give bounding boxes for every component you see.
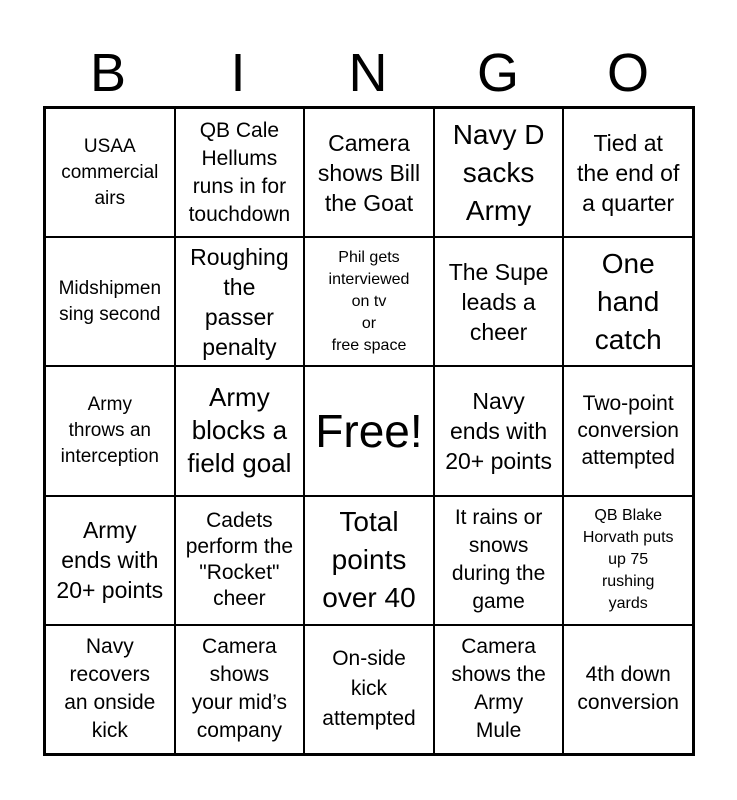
free-space[interactable] (303, 365, 435, 496)
bingo-cell[interactable] (433, 365, 565, 496)
cell-text: It rains or snows during the game (451, 506, 546, 614)
header-letter-b: B (89, 43, 127, 103)
bingo-cell[interactable] (174, 107, 306, 238)
cell-text: Cadets perform the "Rocket" cheer (185, 509, 294, 611)
cell-text: One hand catch (594, 247, 662, 355)
bingo-cell[interactable] (174, 365, 306, 496)
cell-text: QB Blake Horvath puts up 75 rushing yards (582, 507, 674, 613)
cell-text: Tied at the end of a quarter (577, 129, 680, 216)
bingo-cell[interactable] (44, 624, 176, 755)
cell-text: Camera shows Bill the Goat (317, 129, 421, 216)
cell-text: USAA commercial airs (61, 135, 159, 209)
bingo-header (43, 40, 695, 106)
cell-text: Camera shows the Army Mule (451, 635, 546, 743)
cell-text: On-side kick attempted (322, 647, 416, 731)
header-letter-i: I (230, 43, 246, 103)
bingo-cell[interactable] (433, 495, 565, 626)
header-letter-o: O (606, 43, 649, 103)
cell-text: Navy D sacks Army (452, 118, 545, 226)
cell-text: Phil gets interviewed on tv or free space (328, 248, 410, 354)
cell-text: Total points over 40 (322, 506, 416, 614)
cell-text: Army ends with 20+ points (56, 517, 164, 604)
bingo-cell[interactable] (44, 107, 176, 238)
header-letter-g: G (476, 43, 519, 103)
cell-text: Navy ends with 20+ points (445, 387, 552, 474)
bingo-board (43, 106, 695, 756)
bingo-cell[interactable] (303, 107, 435, 238)
bingo-cell[interactable] (562, 107, 694, 238)
cell-text: The Supe leads a cheer (448, 258, 549, 345)
bingo-cell[interactable] (303, 495, 435, 626)
bingo-cell[interactable] (174, 236, 306, 367)
bingo-cell[interactable] (303, 236, 435, 367)
bingo-cell[interactable] (44, 236, 176, 367)
bingo-cell[interactable] (174, 624, 306, 755)
cell-text: Camera shows your mid’s company (191, 635, 288, 743)
cell-text: QB Cale Hellums runs in for touchdown (188, 118, 291, 226)
bingo-cell[interactable] (44, 365, 176, 496)
bingo-cell[interactable] (562, 624, 694, 755)
bingo-cell[interactable] (433, 624, 565, 755)
bingo-cell[interactable] (562, 236, 694, 367)
cell-text: Two-point conversion attempted (577, 392, 679, 470)
cell-text: Roughing the passer penalty (190, 243, 289, 360)
cell-text: Midshipmen sing second (58, 277, 162, 325)
bingo-cell[interactable] (174, 495, 306, 626)
header-letter-n: N (348, 43, 388, 103)
bingo-cell[interactable] (433, 236, 565, 367)
bingo-cell[interactable] (562, 365, 694, 496)
cell-text: Navy recovers an onside kick (64, 635, 156, 743)
cell-text: 4th down conversion (577, 663, 679, 715)
bingo-cell[interactable] (44, 495, 176, 626)
free-space-text: Free! (315, 404, 423, 457)
bingo-cell[interactable] (433, 107, 565, 238)
bingo-cell[interactable] (562, 495, 694, 626)
cell-text: Army throws an interception (60, 393, 159, 467)
cell-text: Army blocks a field goal (187, 382, 292, 479)
bingo-cell[interactable] (303, 624, 435, 755)
